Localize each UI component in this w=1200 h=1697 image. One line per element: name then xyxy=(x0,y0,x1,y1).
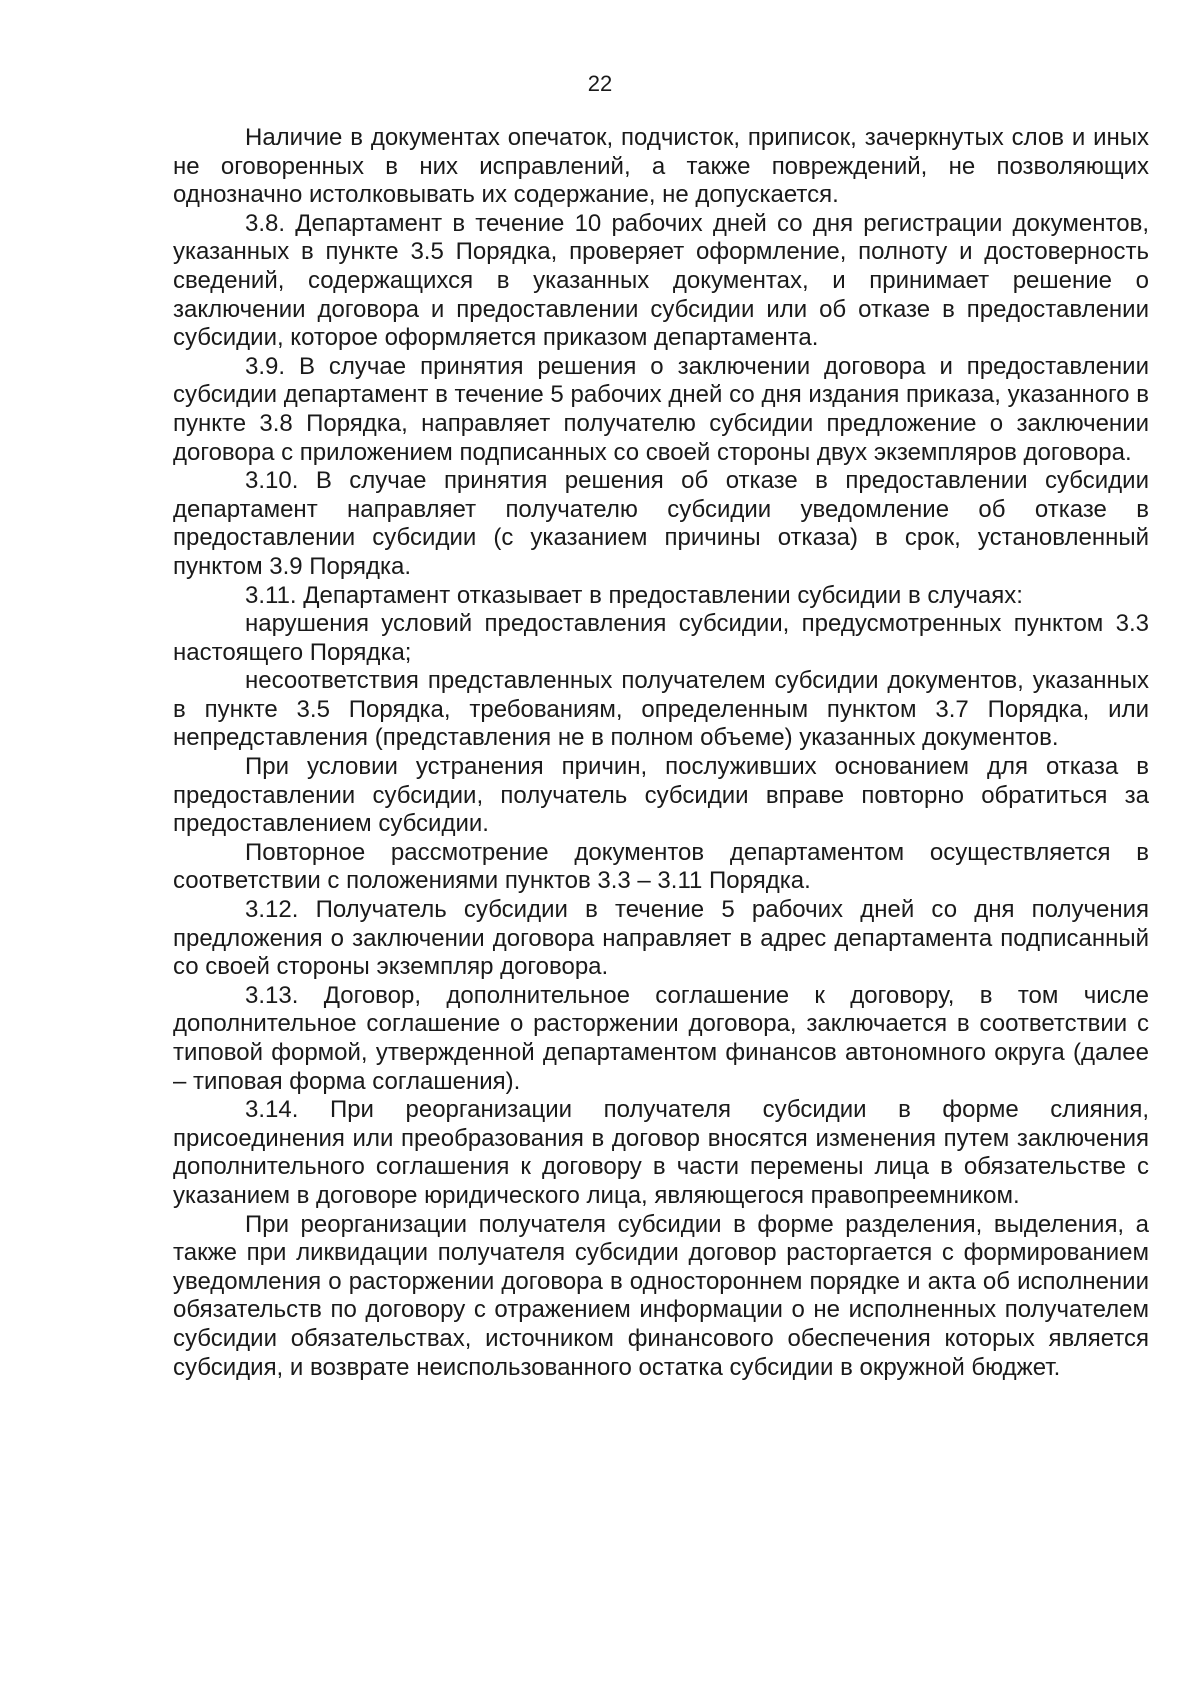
paragraph-3-9: 3.9. В случае принятия решения о заключении договора и предоставлении субсидии департамент в течение 5 рабочих дней со дня издания приказа, указанного в пункте 3.8 Порядка, направляет получателю субсидии предложение о заключении договора с приложением подписанных со своей стороны двух экземпляров договора. xyxy=(173,352,1149,466)
paragraph-repeat-application: При условии устранения причин, послуживших основанием для отказа в предоставлении субсидии, получатель субсидии вправе повторно обратиться за предоставлением субсидии. xyxy=(173,753,1149,838)
paragraph-reorganization-division: При реорганизации получателя субсидии в форме разделения, выделения, а также при ликвидации получателя субсидии договор расторгается с формированием уведомления о расторжении договора в одностороннем порядке и акта об исполнении обязательств по договору с отражением информации о не исполненных получателем субсидии обязательствах, источником финансового обеспечения которых является субсидия, и возврате неиспользованного остатка субсидии в окружной бюджет. xyxy=(173,1210,1149,1381)
paragraph-document-defects: Наличие в документах опечаток, подчисток, приписок, зачеркнутых слов и иных не оговоренных в них исправлений, а также повреждений, не позволяющих однозначно истолковывать их содержание, не допускается. xyxy=(173,124,1149,209)
page-number: 22 xyxy=(587,71,613,96)
document-body xyxy=(173,124,1149,1382)
paragraph-3-11-case-1: нарушения условий предоставления субсидии, предусмотренных пунктом 3.3 настоящего Порядка; xyxy=(173,610,1149,666)
paragraph-3-11: 3.11. Департамент отказывает в предоставлении субсидии в случаях: xyxy=(245,581,1023,609)
paragraph-3-12: 3.12. Получатель субсидии в течение 5 рабочих дней со дня получения предложения о заключении договора направляет в адрес департамента подписанный со своей стороны экземпляр договора. xyxy=(173,896,1149,981)
paragraph-3-8: 3.8. Департамент в течение 10 рабочих дней со дня регистрации документов, указанных в пункте 3.5 Порядка, проверяет оформление, полноту и достоверность сведений, содержащихся в указанных документах, и принимает решение о заключении договора и предоставлении субсидии или об отказе в предоставлении субсидии, которое оформляется приказом департамента. xyxy=(173,209,1149,352)
paragraph-repeat-review: Повторное рассмотрение документов департаментом осуществляется в соответствии с положениями пунктов 3.3 – 3.11 Порядка. xyxy=(173,838,1149,895)
paragraph-3-10: 3.10. В случае принятия решения об отказе в предоставлении субсидии департамент направляет получателю субсидии уведомление об отказе в предоставлении субсидии (с указанием причины отказа) в срок, установленный пунктом 3.9 Порядка. xyxy=(173,467,1149,580)
paragraph-3-11-case-2: несоответствия представленных получателем субсидии документов, указанных в пункте 3.5 Порядка, требованиям, определенным пунктом 3.7 Порядка, или непредставления (представления не в полном объеме) указанных документов. xyxy=(173,667,1149,752)
paragraph-3-13: 3.13. Договор, дополнительное соглашение к договору, в том числе дополнительное соглашение о расторжении договора, заключается в соответствии с типовой формой, утвержденной департаментом финансов автономного округа (далее – типовая форма соглашения). xyxy=(173,981,1149,1095)
paragraph-3-14: 3.14. При реорганизации получателя субсидии в форме слияния, присоединения или преобразования в договор вносятся изменения путем заключения дополнительного соглашения к договору в части перемены лица в обязательстве с указанием в договоре юридического лица, являющегося правопреемником. xyxy=(173,1096,1149,1209)
